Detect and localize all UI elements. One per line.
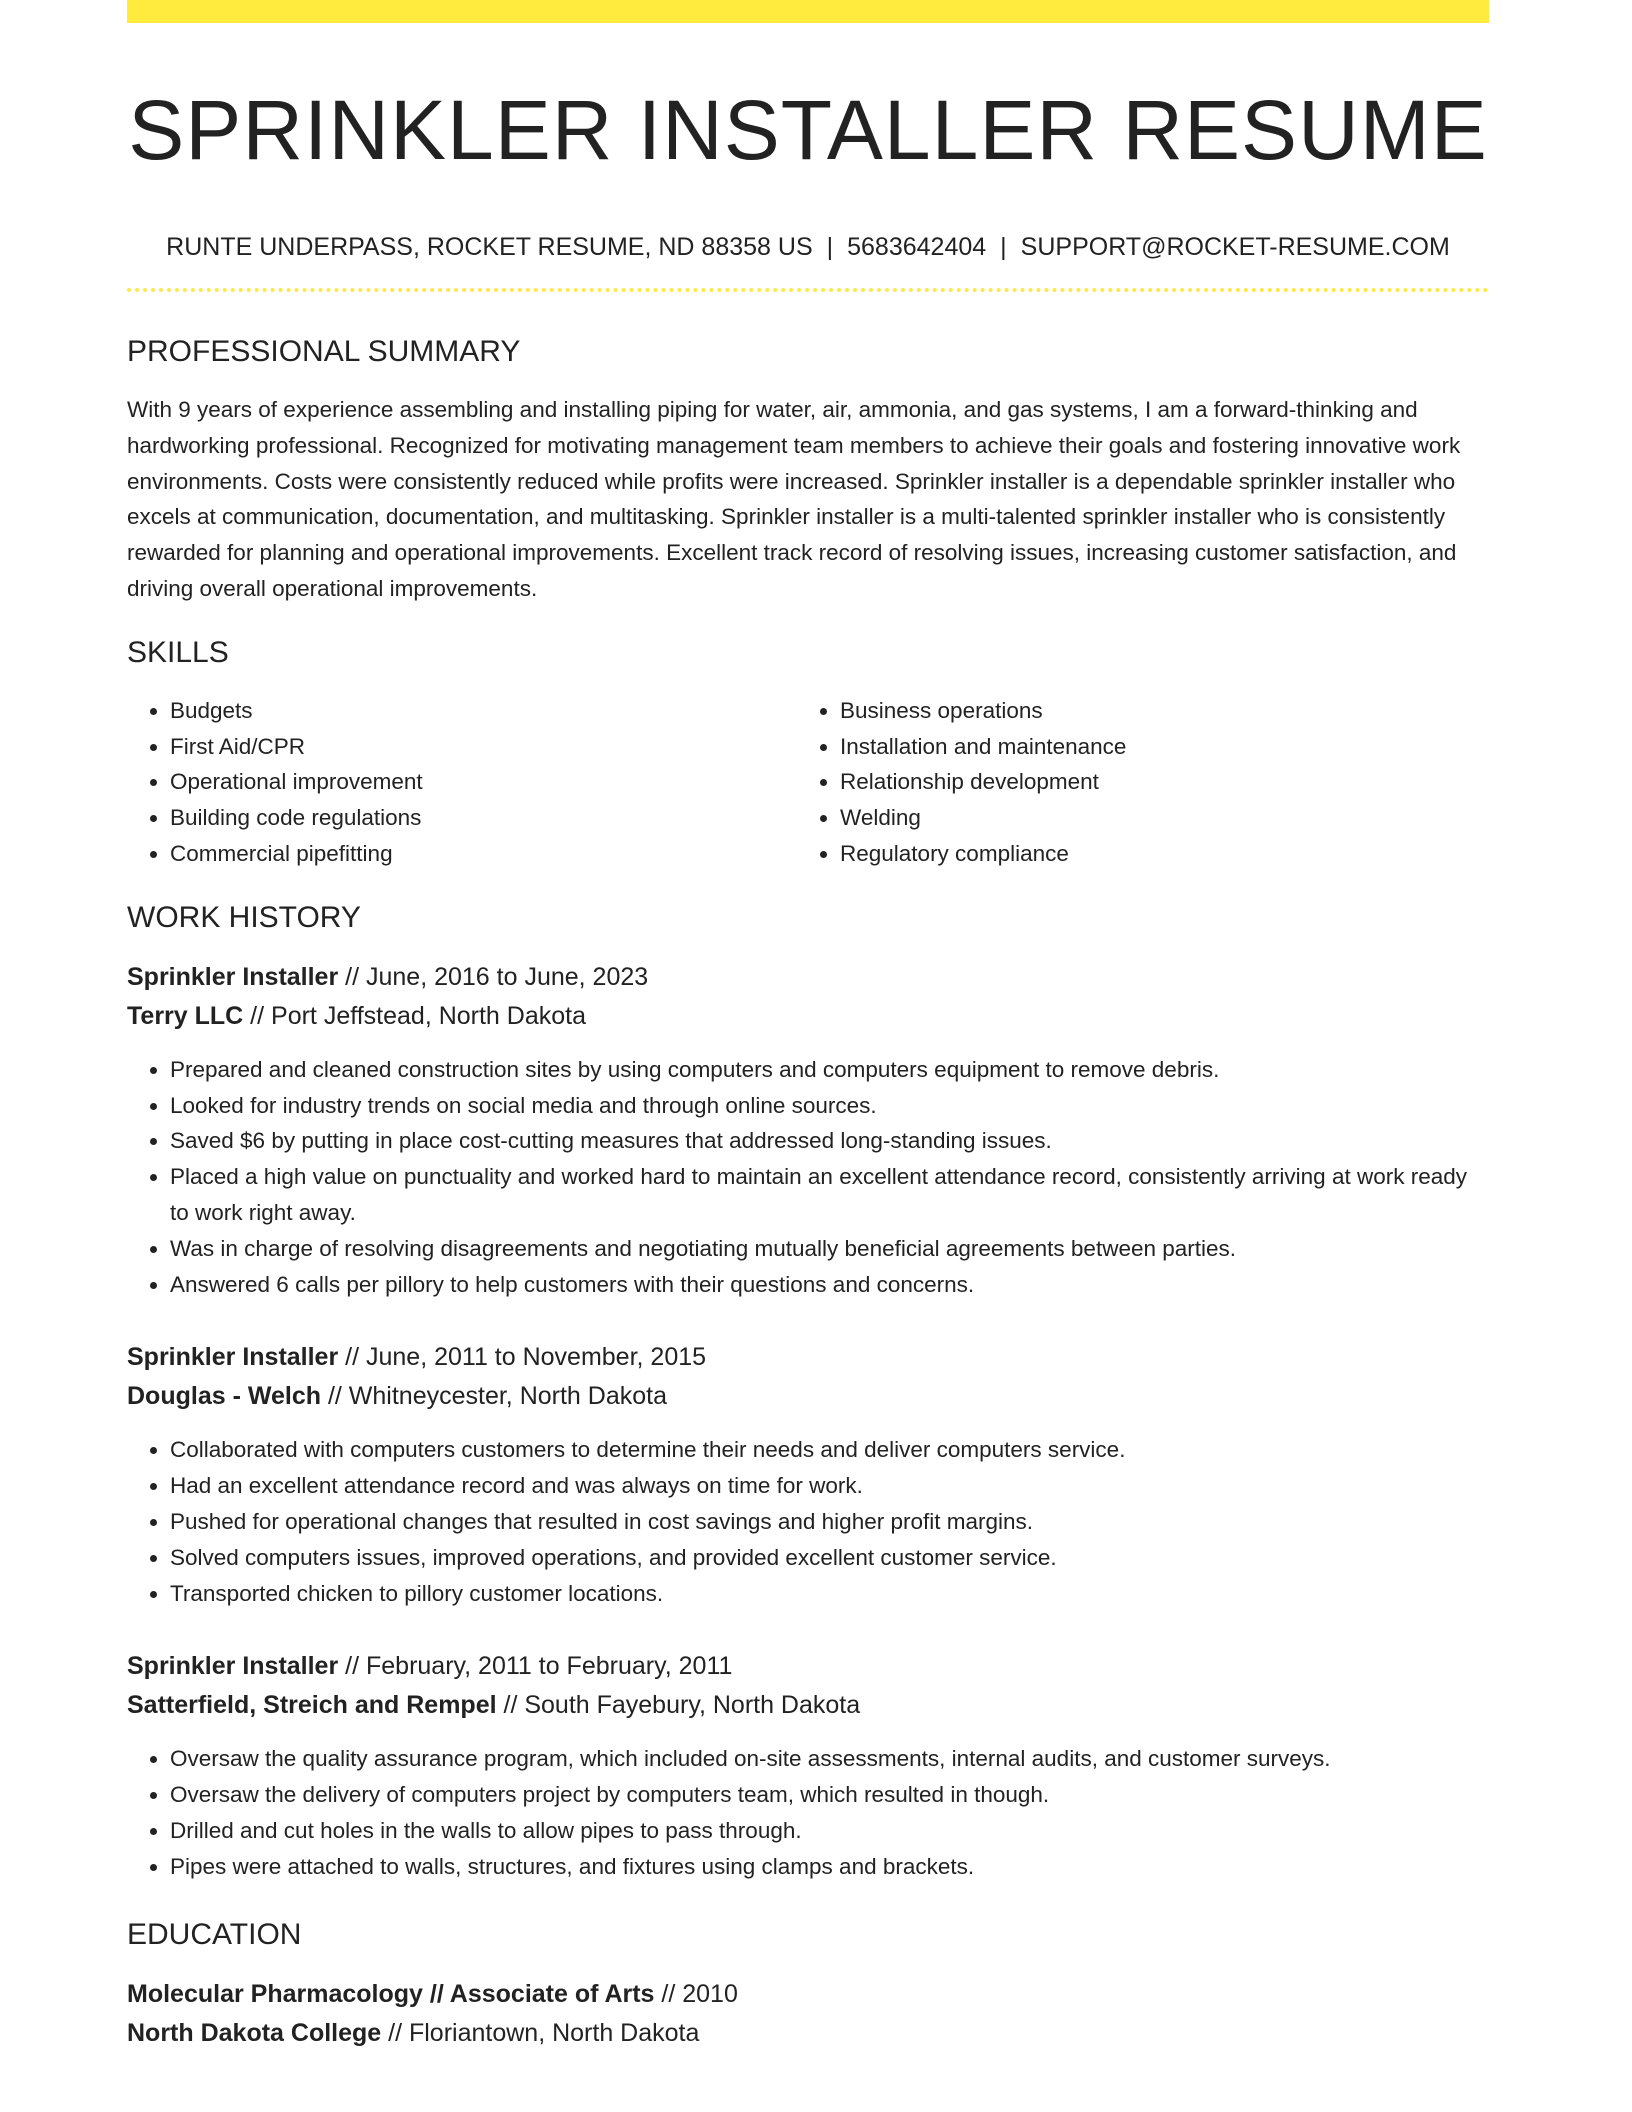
job-bullet: • Saved $6 by putting in place cost-cutting measures that addressed long-standing issues. [170,1123,1489,1159]
job-bullet: • Answered 6 calls per pillory to help customers with their questions and concerns. [170,1267,1489,1303]
job-dates: // June, 2016 to June, 2023 [338,962,649,991]
company-name: Terry LLC [127,1001,244,1030]
job-dates: // June, 2011 to November, 2015 [338,1343,707,1372]
job-bullet: • Was in charge of resolving disagreements and negotiating mutually beneficial agreements between parties. [170,1231,1489,1267]
job-bullet: • Oversaw the quality assurance program, which included on-site assessments, internal audits, and customer surveys. [170,1741,1489,1777]
job-title-line [127,1647,1489,1686]
job-entry [127,1647,1489,1884]
contact-separator: | [826,233,834,261]
company-location: // Port Jeffstead, North Dakota [243,1001,586,1030]
job-bullet: • Prepared and cleaned construction sites by using computers and computers equipment to remove debris. [170,1052,1489,1088]
work-history-heading: WORK HISTORY [127,900,361,934]
skill-item: • Regulatory compliance [840,836,1467,872]
contact-phone: 5683642404 [847,233,987,261]
skill-item: • Commercial pipefitting [170,836,797,872]
dotted-divider [127,288,1489,292]
job-title: Sprinkler Installer [127,962,339,991]
skill-item: • Building code regulations [170,800,797,836]
job-bullet: • Drilled and cut holes in the walls to allow pipes to pass through. [170,1813,1489,1849]
job-bullet: • Collaborated with computers customers to determine their needs and deliver computers service. [170,1432,1489,1468]
education-location: // Floriantown, North Dakota [381,2018,700,2047]
company-line [127,997,1489,1036]
summary-heading: PROFESSIONAL SUMMARY [127,335,521,368]
job-title-line [127,1338,1489,1377]
education-year: // 2010 [654,1979,738,2008]
job-dates: // February, 2011 to February, 2011 [338,1652,733,1681]
job-bullet: • Had an excellent attendance record and was always on time for work. [170,1468,1489,1504]
skill-item: • Installation and maintenance [840,729,1467,765]
job-bullets [127,1432,1489,1611]
job-entry [127,958,1489,1303]
skill-item: • Budgets [170,693,797,729]
resume-page [127,0,1489,2053]
job-bullets [127,1741,1489,1884]
education-degree-line [127,1975,1489,2014]
top-accent-bar [127,0,1489,23]
job-entry [127,1338,1489,1611]
company-name: Douglas - Welch [127,1382,322,1411]
education-heading: EDUCATION [127,1917,302,1951]
skills-column-right [797,693,1467,872]
job-bullet: • Pipes were attached to walls, structures, and fixtures using clamps and brackets. [170,1849,1489,1885]
education-school-line [127,2014,1489,2053]
job-bullet: • Pushed for operational changes that resulted in cost savings and higher profit margins. [170,1504,1489,1540]
company-location: // South Fayebury, North Dakota [496,1691,861,1720]
skill-item: • First Aid/CPR [170,729,797,765]
company-line [127,1377,1489,1416]
contact-address: RUNTE UNDERPASS, ROCKET RESUME, ND 88358 US [166,233,813,261]
skill-item: • Relationship development [840,764,1467,800]
skill-item: • Welding [840,800,1467,836]
job-bullets [127,1052,1489,1303]
job-title: Sprinkler Installer [127,1343,339,1372]
education-degree: Molecular Pharmacology // Associate of Arts [127,1979,655,2008]
job-bullet: • Solved computers issues, improved operations, and provided excellent customer service. [170,1540,1489,1576]
summary-text: With 9 years of experience assembling and installing piping for water, air, ammonia, and gas systems, I am a forward-thinking and hardworking professional. Recognized for motivating management team members to achieve their goals and fostering innovative work environments. Costs were consistently reduced while profits were increased. Sprinkler installer is a dependable sprinkler installer who excels at communication, documentation, and multitasking. Sprinkler installer is a multi-talented sprinkler installer who is consistently rewarded for planning and operational improvements. Excellent track record of resolving issues, increasing customer satisfaction, and driving overall operational improvements. [127,397,1461,601]
job-bullet: • Transported chicken to pillory customer locations. [170,1576,1489,1612]
skills-list [127,693,1489,872]
contact-line [127,232,1489,262]
education-school: North Dakota College [127,2018,382,2047]
contact-separator: | [1000,233,1007,261]
skills-column-left [127,693,797,872]
job-title: Sprinkler Installer [127,1652,339,1681]
job-bullet: • Oversaw the delivery of computers project by computers team, which resulted in though. [170,1777,1489,1813]
job-bullet: • Looked for industry trends on social media and through online sources. [170,1088,1489,1124]
job-bullet: • Placed a high value on punctuality and worked hard to maintain an excellent attendance record, consistently arriving at work ready to work right away. [170,1159,1489,1231]
job-title-line [127,958,1489,997]
company-location: // Whitneycester, North Dakota [321,1382,667,1411]
resume-title: SPRINKLER INSTALLER RESUME [128,83,1488,177]
company-name: Satterfield, Streich and Rempel [127,1691,497,1720]
skill-item: • Operational improvement [170,764,797,800]
company-line [127,1686,1489,1725]
contact-email: SUPPORT@ROCKET-RESUME.COM [1020,233,1450,261]
skill-item: • Business operations [840,693,1467,729]
skills-heading: SKILLS [127,635,229,669]
